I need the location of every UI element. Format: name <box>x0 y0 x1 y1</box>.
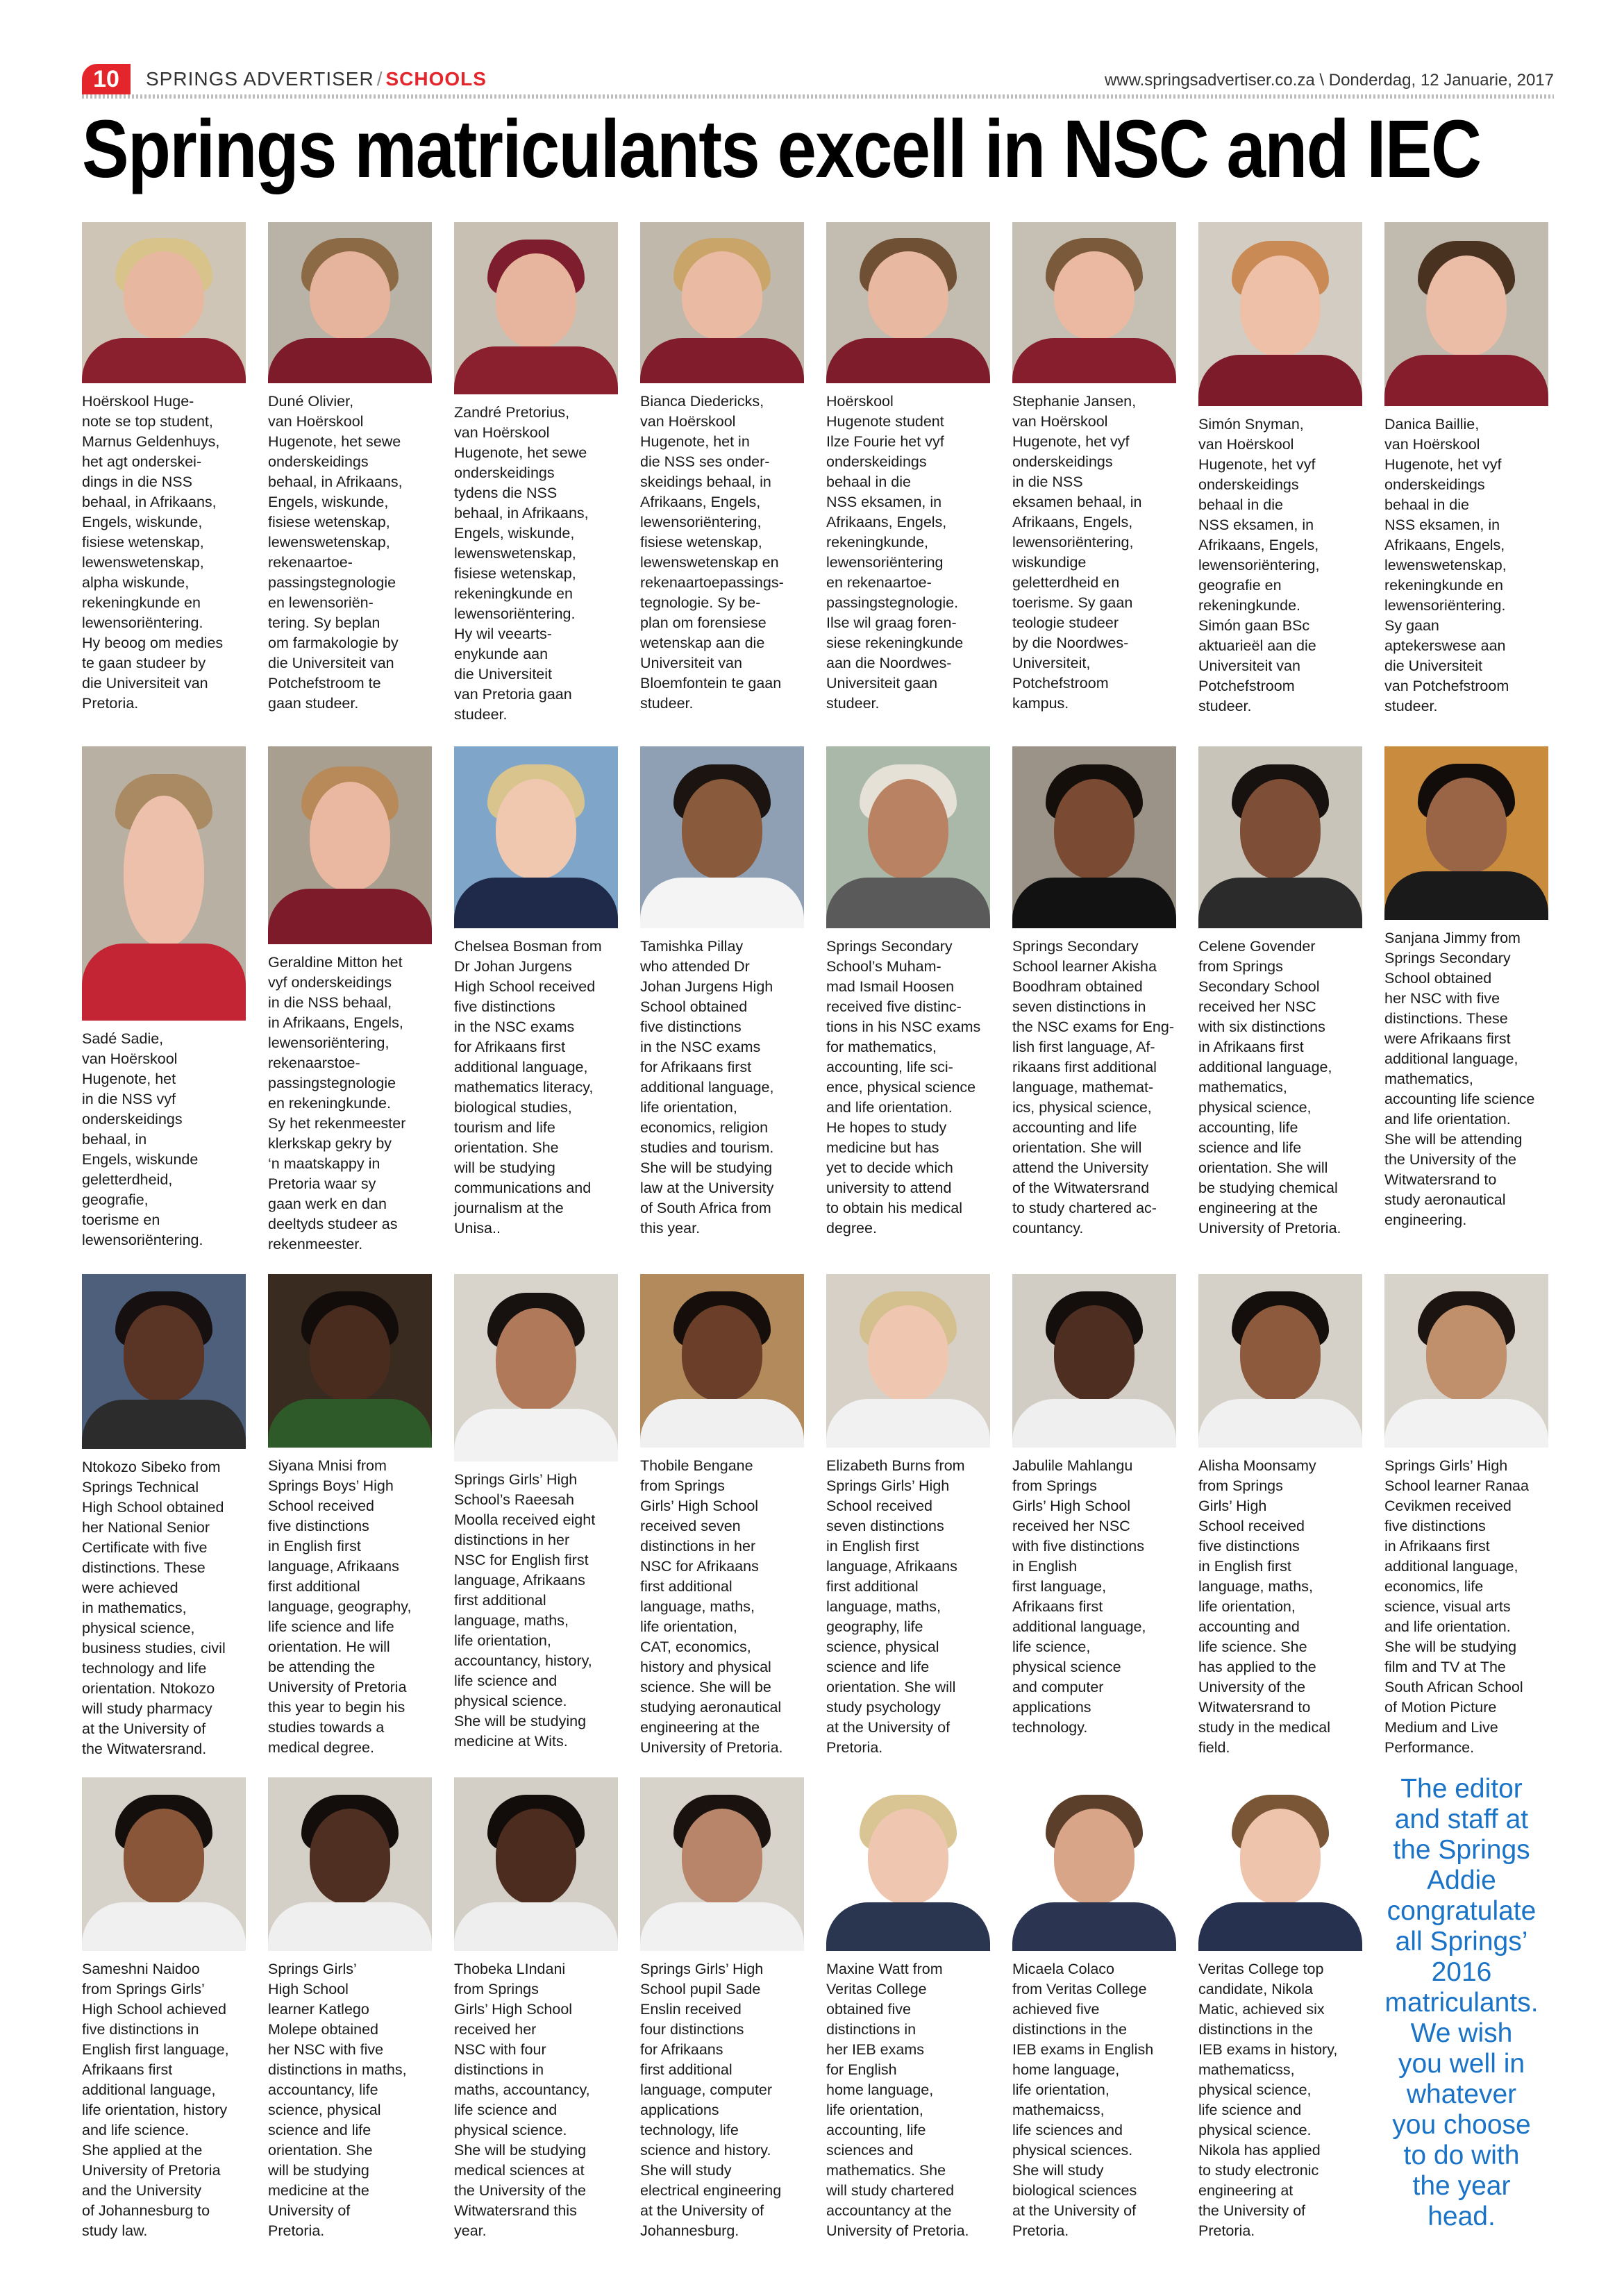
photo-shoulders <box>268 1399 432 1448</box>
student-card <box>640 1777 807 2241</box>
student-card <box>268 1777 435 2241</box>
student-card <box>1012 1274 1179 1738</box>
photo-shoulders <box>454 346 618 394</box>
photo-face <box>682 251 762 340</box>
dateline: www.springsadvertiser.co.za \ Donderdag, 12 Januarie, 2017 <box>1104 71 1554 90</box>
student-caption: Springs Girls’ High School’s Raeesah Moolla received eight distinctions in her NSC for English first language, Afrikaans first additional language, maths, life orientation, accountancy, history, life science and physical science. She will be studying medicine at Wits. <box>454 1471 596 1750</box>
student-caption: Siyana Mnisi from Springs Boys’ High School received five distinctions in English first language, Afrikaans first additional language, geography, life science and life orientation. He will be attending the University of Pretoria this year to begin his studies towards a medical degree. <box>268 1457 412 1756</box>
student-caption: Micaela Colaco from Veritas College achieved five distinctions in the IEB exams in English home language, life orientation, mathemaicss, life sciences and physical sciences. She will study biological sciences at the University of Pretoria. <box>1012 1961 1154 2239</box>
student-card <box>1012 746 1179 1239</box>
student-photo <box>268 746 432 944</box>
student-card <box>1012 1777 1179 2241</box>
student-card <box>1012 222 1179 714</box>
photo-face <box>682 779 762 879</box>
student-caption: Geraldine Mitton het vyf onderskeidings in die NSS behaal, in Afrikaans, Engels, lewensoriëntering, rekenaarstoe- passingstegnologie en rekeningkunde. Sy het rekenmeester klerkskap gekry by ‘n maatskappy in Pretoria waar sy gaan werk en dan deeltyds studeer as rekenmeester. <box>268 954 406 1252</box>
student-card <box>82 746 249 1250</box>
student-caption: Tamishka Pillay who attended Dr Johan Jurgens High School obtained five distinctions in the NSC exams for Afrikaans first additional language, life orientation, economics, religion studies and tourism. She will be studying law at the University of South Africa from this year. <box>640 938 774 1237</box>
photo-shoulders <box>268 338 432 383</box>
photo-shoulders <box>454 1902 618 1951</box>
student-photo <box>82 1274 246 1449</box>
publication-title: SPRINGS ADVERTISER <box>146 68 374 90</box>
student-caption: Bianca Diedericks, van Hoërskool Hugenote, het in die NSS ses onder- skeidings behaal, in Afrikaans, Engels, lewensoriëntering, fisiese wetenskap, lewenswetenskap en rekenaartoepassings- tegnologie. Sy be- plan om forensiese wetenskap aan die Universiteit van Bloemfontein te gaan studeer. <box>640 393 784 712</box>
photo-shoulders <box>640 1902 804 1951</box>
photo-shoulders <box>454 878 618 928</box>
photo-face <box>1054 1809 1135 1904</box>
photo-face <box>310 782 390 891</box>
photo-shoulders <box>826 878 990 928</box>
student-card <box>1198 1777 1365 2241</box>
student-photo <box>454 1274 618 1461</box>
student-card <box>1384 222 1551 717</box>
student-caption: Sanjana Jimmy from Springs Secondary School obtained her NSC with five distinctions. These were Afrikaans first additional language, mathematics, accounting life science and life orientation. She will be attending the University of the Witwatersrand to study aeronautical engineering. <box>1384 930 1535 1228</box>
student-card <box>268 746 435 1255</box>
student-photo <box>454 1777 618 1951</box>
student-caption: Hoërskool Hugenote student Ilze Fourie het vyf onderskeidings behaal in die NSS eksamen, in Afrikaans, Engels, rekeningkunde, lewensoriëntering en rekenaartoe- passingstegnologie. Ilse wil graag foren- siese rekeningkunde aan die Noordwes- Universiteit gaan studeer. <box>826 393 964 712</box>
photo-face <box>496 253 576 348</box>
photo-face <box>868 1809 948 1904</box>
student-card <box>1198 222 1365 717</box>
student-card <box>454 1274 621 1752</box>
photo-shoulders <box>1198 1902 1362 1951</box>
section-separator: / <box>376 68 383 90</box>
photo-face <box>868 1305 948 1401</box>
student-photo <box>1198 222 1362 406</box>
student-caption: Danica Baillie, van Hoërskool Hugenote, het vyf onderskeidings behaal in die NSS eksamen, in Afrikaans, Engels, lewenswetenskap, rekeningkunde en lewensoriëntering. Sy gaan aptekerswese aan die Universiteit van Potchefstroom studeer. <box>1384 416 1509 714</box>
photo-shoulders <box>82 1400 246 1449</box>
student-caption: Celene Govender from Springs Secondary School received her NSC with six distinctions in Afrikaans first additional language, mathematics, physical science, accounting, life science and life orientation. She will be studying chemical engineering at the University of Pretoria. <box>1198 938 1341 1237</box>
page-number: 10 <box>82 64 131 94</box>
student-photo <box>1384 1274 1548 1448</box>
photo-face <box>868 251 948 340</box>
publication-name <box>146 65 487 93</box>
student-photo <box>1384 746 1548 920</box>
student-caption: Zandré Pretorius, van Hoërskool Hugenote, het sewe onderskeidings tydens die NSS behaal, in Afrikaans, Engels, wiskunde, lewenswetenskap, fisiese wetenskap, rekeningkunde en lewensoriëntering. Hy wil veearts- enykunde aan die Universiteit van Pretoria gaan studeer. <box>454 404 589 723</box>
student-photo <box>826 746 990 928</box>
student-photo <box>454 746 618 928</box>
photo-shoulders <box>268 889 432 944</box>
photo-shoulders <box>1384 355 1548 406</box>
photo-face <box>1054 251 1135 340</box>
photo-shoulders <box>640 338 804 383</box>
photo-face <box>1426 778 1507 873</box>
student-photo <box>1012 222 1176 383</box>
student-card <box>640 222 807 714</box>
photo-face <box>310 251 390 340</box>
student-caption: Springs Secondary School’s Muham- mad Ismail Hoosen received five distinc- tions in his NSC exams for mathematics, accounting, life sci- ence, physical science and life orientation. He hopes to study medicine but has yet to decide which university to attend to obtain his medical degree. <box>826 938 981 1237</box>
photo-face <box>496 1809 576 1904</box>
student-card <box>82 1274 249 1759</box>
photo-shoulders <box>1384 1399 1548 1448</box>
student-photo <box>1012 1274 1176 1448</box>
student-photo <box>82 1777 246 1951</box>
student-photo <box>826 222 990 383</box>
photo-shoulders <box>82 338 246 383</box>
student-caption: Elizabeth Burns from Springs Girls’ High School received seven distinctions in English first language, Afrikaans first additional language, maths, geography, life science, physical science and life orientation. She will study psychology at the University of Pretoria. <box>826 1457 965 1756</box>
photo-face <box>1426 255 1507 357</box>
photo-shoulders <box>1384 871 1548 920</box>
student-caption: Thobile Bengane from Springs Girls’ High School received seven distinctions in her NSC for Afrikaans first additional language, maths, life orientation, CAT, economics, history and physical science. She will be studying aeronautical engineering at the University of Pretoria. <box>640 1457 783 1756</box>
student-caption: Springs Girls’ High School learner Katlego Molepe obtained her NSC with five distinctions in maths, accountancy, life science, physical science and life orientation. She will be studying medicine at the University of Pretoria. <box>268 1961 407 2239</box>
student-card <box>1384 746 1551 1230</box>
student-card <box>1384 1274 1551 1758</box>
photo-shoulders <box>1012 1399 1176 1448</box>
student-caption: Alisha Moonsamy from Springs Girls’ High School received five distinctions in English first language, maths, life orientation, accounting and life science. She has applied to the University of the Witwatersrand to study in the medical field. <box>1198 1457 1331 1756</box>
photo-face <box>310 1305 390 1401</box>
student-photo <box>1198 1777 1362 1951</box>
student-card <box>826 222 993 714</box>
photo-shoulders <box>1012 878 1176 928</box>
student-caption: Sadé Sadie, van Hoërskool Hugenote, het in die NSS vyf onderskeidings behaal, in Engels, wiskunde geletterdheid, geografie, toerisme en lewensoriëntering. <box>82 1030 203 1248</box>
student-card <box>826 1777 993 2241</box>
student-card <box>826 1274 993 1758</box>
student-photo <box>454 222 618 394</box>
student-caption: Hoërskool Huge- note se top student, Marnus Geldenhuys, het agt onderskei- dings in die NSS behaal, in Afrikaans, Engels, wiskunde, fisiese wetenskap, lewenswetenskap, alpha wiskunde, rekeningkunde en lewensoriëntering. Hy beoog om medies te gaan studeer by die Universiteit van Pretoria. <box>82 393 224 712</box>
photo-shoulders <box>1012 338 1176 383</box>
student-photo <box>82 222 246 383</box>
photo-shoulders <box>1198 355 1362 406</box>
student-photo <box>640 1274 804 1448</box>
photo-shoulders <box>1198 878 1362 928</box>
student-photo <box>1012 1777 1176 1951</box>
photo-face <box>1240 255 1321 357</box>
student-card <box>640 746 807 1239</box>
student-photo <box>640 1777 804 1951</box>
student-photo <box>1012 746 1176 928</box>
student-card <box>82 222 249 714</box>
student-photo <box>640 746 804 928</box>
student-caption: Stephanie Jansen, van Hoërskool Hugenote, het vyf onderskeidings in die NSS eksamen behaal, in Afrikaans, Engels, lewensoriëntering, wiskundige geletterdheid en toerisme. Sy gaan teologie studeer by die Noordwes- Universiteit, Potchefstroom kampus. <box>1012 393 1142 712</box>
student-photo <box>1384 222 1548 406</box>
student-photo <box>268 1274 432 1448</box>
student-photo <box>1198 746 1362 928</box>
student-caption: Maxine Watt from Veritas College obtained five distinctions in her IEB exams for English home language, life orientation, accounting, life sciences and mathematics. She will study chartered accountancy at the University of Pretoria. <box>826 1961 969 2239</box>
photo-face <box>124 1809 204 1904</box>
photo-face <box>682 1305 762 1401</box>
student-photo <box>826 1274 990 1448</box>
student-caption: Duné Olivier, van Hoërskool Hugenote, het sewe onderskeidings behaal, in Afrikaans, Engels, wiskunde, fisiese wetenskap, lewenswetenskap, rekenaartoe- passingstegnologie en lewensoriën- tering. Sy beplan om farmakologie by die Universiteit van Potchefstroom te gaan studeer. <box>268 393 403 712</box>
student-card <box>640 1274 807 1758</box>
photo-face <box>1240 1809 1321 1904</box>
photo-shoulders <box>82 944 246 1021</box>
photo-face <box>124 251 204 340</box>
student-photo <box>268 1777 432 1951</box>
closing-message: The editor and staff at the Springs Addie congratulate all Springs’ 2016 matriculants. We wish you well in whatever you choose to do with the year head. <box>1384 1774 1539 2231</box>
photo-face <box>868 779 948 879</box>
photo-face <box>124 1305 204 1402</box>
student-photo <box>826 1777 990 1951</box>
photo-shoulders <box>826 1399 990 1448</box>
photo-face <box>1054 779 1135 879</box>
student-caption: Chelsea Bosman from Dr Johan Jurgens High School received five distinctions in the NSC exams for Afrikaans first additional language, mathematics literacy, biological studies, tourism and life orientation. She will be studying communications and journalism at the Unisa.. <box>454 938 602 1237</box>
page-header <box>82 64 1554 94</box>
photo-shoulders <box>826 338 990 383</box>
photo-face <box>1240 1305 1321 1401</box>
photo-face <box>682 1809 762 1904</box>
photo-shoulders <box>640 878 804 928</box>
student-card <box>82 1777 249 2241</box>
photo-face <box>496 1308 576 1411</box>
photo-face <box>1240 779 1321 879</box>
photo-face <box>310 1809 390 1904</box>
student-caption: Springs Girls’ High School learner Ranaa Cevikmen received five distinctions in Afrikaans first additional language, economics, life science, visual arts and life orientation. She will be studying film and TV at The South African School of Motion Picture Medium and Live Performance. <box>1384 1457 1529 1756</box>
photo-face <box>1426 1305 1507 1401</box>
photo-face <box>124 796 204 946</box>
student-photo <box>1198 1274 1362 1448</box>
student-caption: Veritas College top candidate, Nikola Matic, achieved six distinctions in the IEB exams in history, mathematicss, physical science, life science and physical science. Nikola has applied to study electronic engineering at the University of Pretoria. <box>1198 1961 1338 2239</box>
student-card <box>454 222 621 725</box>
photo-shoulders <box>640 1399 804 1448</box>
photo-shoulders <box>82 1902 246 1951</box>
student-photo <box>268 222 432 383</box>
student-card <box>268 1274 435 1758</box>
student-caption: Sameshni Naidoo from Springs Girls’ High School achieved five distinctions in English first language, Afrikaans first additional language, life orientation, history and life science. She applied at the University of Pretoria and the University of Johannesburg to study law. <box>82 1961 229 2239</box>
student-photo <box>82 746 246 1021</box>
photo-shoulders <box>1012 1902 1176 1951</box>
headline: Springs matriculants excell in NSC and IEC <box>82 103 1481 195</box>
student-card <box>454 1777 621 2241</box>
student-photo <box>640 222 804 383</box>
photo-shoulders <box>826 1902 990 1951</box>
student-caption: Springs Secondary School learner Akisha Boodhram obtained seven distinctions in the NSC exams for Eng- lish first language, Af- rikaans first additional language, mathemat- ics, physical science, accounting and life orientation. She will attend the University of the Witwatersrand to study chartered ac- countancy. <box>1012 938 1175 1237</box>
student-card <box>454 746 621 1239</box>
student-card <box>268 222 435 714</box>
student-card <box>1198 1274 1365 1758</box>
photo-face <box>496 779 576 879</box>
photo-shoulders <box>268 1902 432 1951</box>
section-name: SCHOOLS <box>385 68 487 90</box>
photo-face <box>1054 1305 1135 1401</box>
header-rule <box>82 94 1554 99</box>
student-caption: Simón Snyman, van Hoërskool Hugenote, het vyf onderskeidings behaal in die NSS eksamen, in Afrikaans, Engels, lewensoriëntering, geografie en rekeningkunde. Simón gaan BSc aktuarieël aan die Universiteit van Potchefstroom studeer. <box>1198 416 1320 714</box>
student-caption: Ntokozo Sibeko from Springs Technical High School obtained her National Senior Certificate with five distinctions. These were achieved in mathematics, physical science, business studies, civil technology and life orientation. Ntokozo will study pharmacy at the University of the Witwatersrand. <box>82 1459 226 1757</box>
student-card <box>1198 746 1365 1239</box>
photo-shoulders <box>1198 1399 1362 1448</box>
photo-shoulders <box>454 1409 618 1461</box>
student-caption: Thobeka LIndani from Springs Girls’ High School received her NSC with four distinctions in maths, accountancy, life science and physical science. She will be studying medical sciences at the University of the Witwatersrand this year. <box>454 1961 590 2239</box>
student-caption: Jabulile Mahlangu from Springs Girls’ High School received her NSC with five distinctions in English first language, Afrikaans first additional language, life science, physical science and computer applications technology. <box>1012 1457 1146 1736</box>
student-caption: Springs Girls’ High School pupil Sade Enslin received four distinctions for Afrikaans first additional language, computer applications technology, life science and history. She will study electrical engineering at the University of Johannesburg. <box>640 1961 782 2239</box>
student-card <box>826 746 993 1239</box>
